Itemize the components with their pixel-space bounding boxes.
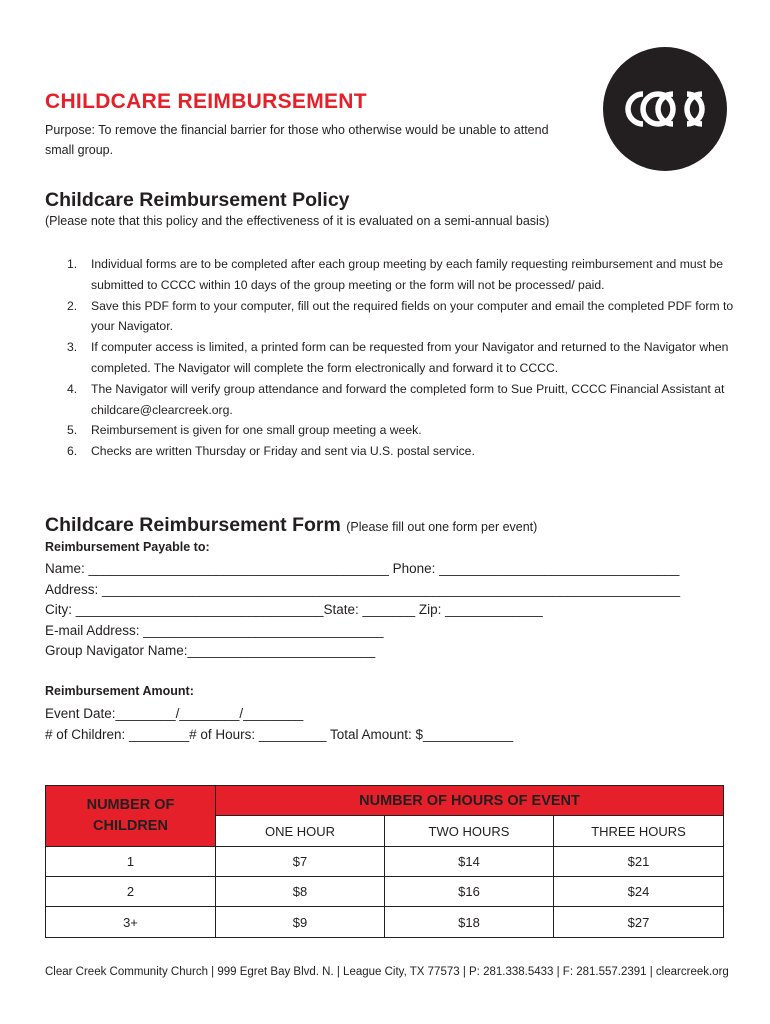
rate-cell: $27 <box>554 907 724 938</box>
policy-item <box>45 296 735 338</box>
policy-item <box>45 254 735 296</box>
rate-cell: $18 <box>385 907 554 938</box>
hour-column-header: TWO HOURS <box>385 816 554 847</box>
policy-item-text: Reimbursement is given for one small group meeting a week. <box>91 423 422 438</box>
rate-cell: $8 <box>216 877 385 907</box>
payable-label: Reimbursement Payable to: <box>45 540 210 554</box>
name-phone-field[interactable]: Name: ________________________________________ Phone: ________________________________ <box>45 561 680 576</box>
form-heading <box>45 514 537 537</box>
policy-item-text: Checks are written Thursday or Friday and sent via U.S. postal service. <box>91 444 475 459</box>
children-count: 2 <box>46 877 216 907</box>
policy-item-number: 6. <box>67 444 78 459</box>
rate-cell: $24 <box>554 877 724 907</box>
rate-table <box>45 785 724 938</box>
hour-column-header: THREE HOURS <box>554 816 724 847</box>
table-row <box>46 877 724 907</box>
policy-item-text: Individual forms are to be completed after each group meeting by each family requesting reimbursement and must be submitted to CCCC within 10 days of the group meeting or the form will not be processed/ paid. <box>91 257 724 292</box>
children-header: NUMBER OF CHILDREN <box>46 786 216 847</box>
table-row <box>46 907 724 938</box>
policy-list <box>45 254 735 462</box>
policy-item-text: The Navigator will verify group attendance and forward the completed form to Sue Pruitt, CCCC Financial Assistant at childcare@clearcreek.org. <box>91 381 725 417</box>
children-count: 3+ <box>46 907 216 938</box>
hours-header: NUMBER OF HOURS OF EVENT <box>216 786 724 816</box>
rate-cell: $21 <box>554 847 724 877</box>
amount-label: Reimbursement Amount: <box>45 684 194 698</box>
hour-column-header: ONE HOUR <box>216 816 385 847</box>
form-heading-title: Childcare Reimbursement Form <box>45 514 341 536</box>
policy-note: (Please note that this policy and the effectiveness of it is evaluated on a semi-annual basis) <box>45 214 550 228</box>
email-field[interactable]: E-mail Address: ________________________________ <box>45 622 384 638</box>
payee-fields <box>45 559 680 662</box>
rate-cell: $9 <box>216 907 385 938</box>
policy-item-number: 3. <box>67 340 78 355</box>
navigator-name-field[interactable]: Group Navigator Name:_________________________ <box>45 643 376 659</box>
policy-item-text: Save this PDF form to your computer, fill out the required fields on your computer and email the completed PDF form to your Navigator. <box>91 298 734 334</box>
policy-item-number: 1. <box>67 257 78 271</box>
rate-cell: $16 <box>385 877 554 907</box>
policy-item <box>45 337 735 379</box>
rate-cell: $7 <box>216 847 385 877</box>
policy-item-number: 5. <box>67 423 78 438</box>
children-count: 1 <box>46 847 216 877</box>
cccc-logo-icon <box>603 47 727 171</box>
amount-fields <box>45 704 513 745</box>
table-row <box>46 847 724 877</box>
policy-heading: Childcare Reimbursement Policy <box>45 189 350 211</box>
policy-item-number: 2. <box>67 298 78 313</box>
rate-cell: $14 <box>385 847 554 877</box>
city-state-zip-field[interactable]: City: _________________________________State: _______ Zip: _____________ <box>45 602 543 618</box>
policy-item-number: 4. <box>67 381 78 396</box>
form-heading-note: (Please fill out one form per event) <box>346 520 538 534</box>
footer-contact: Clear Creek Community Church | 999 Egret Bay Blvd. N. | League City, TX 77573 | P: 281.338.5433 | F: 281.557.2391 | clearcreek.org <box>45 966 729 978</box>
policy-item <box>45 420 735 441</box>
page-title: CHILDCARE REIMBURSEMENT <box>45 90 367 113</box>
address-field[interactable]: Address: _____________________________________________________________________________ <box>45 581 681 597</box>
policy-item <box>45 441 735 462</box>
children-hours-total-field[interactable]: # of Children: ________# of Hours: _________ Total Amount: $____________ <box>45 726 514 742</box>
policy-item-text: If computer access is limited, a printed form can be requested from your Navigator and returned to the Navigator when completed. The Navigator will complete the form electronically and forward it to CCCC. <box>91 340 729 375</box>
purpose-text: Purpose: To remove the financial barrier for those who otherwise would be unable to attend small group. <box>45 123 549 157</box>
event-date-field[interactable]: Event Date:________/________/________ <box>45 706 304 721</box>
policy-item <box>45 379 735 421</box>
